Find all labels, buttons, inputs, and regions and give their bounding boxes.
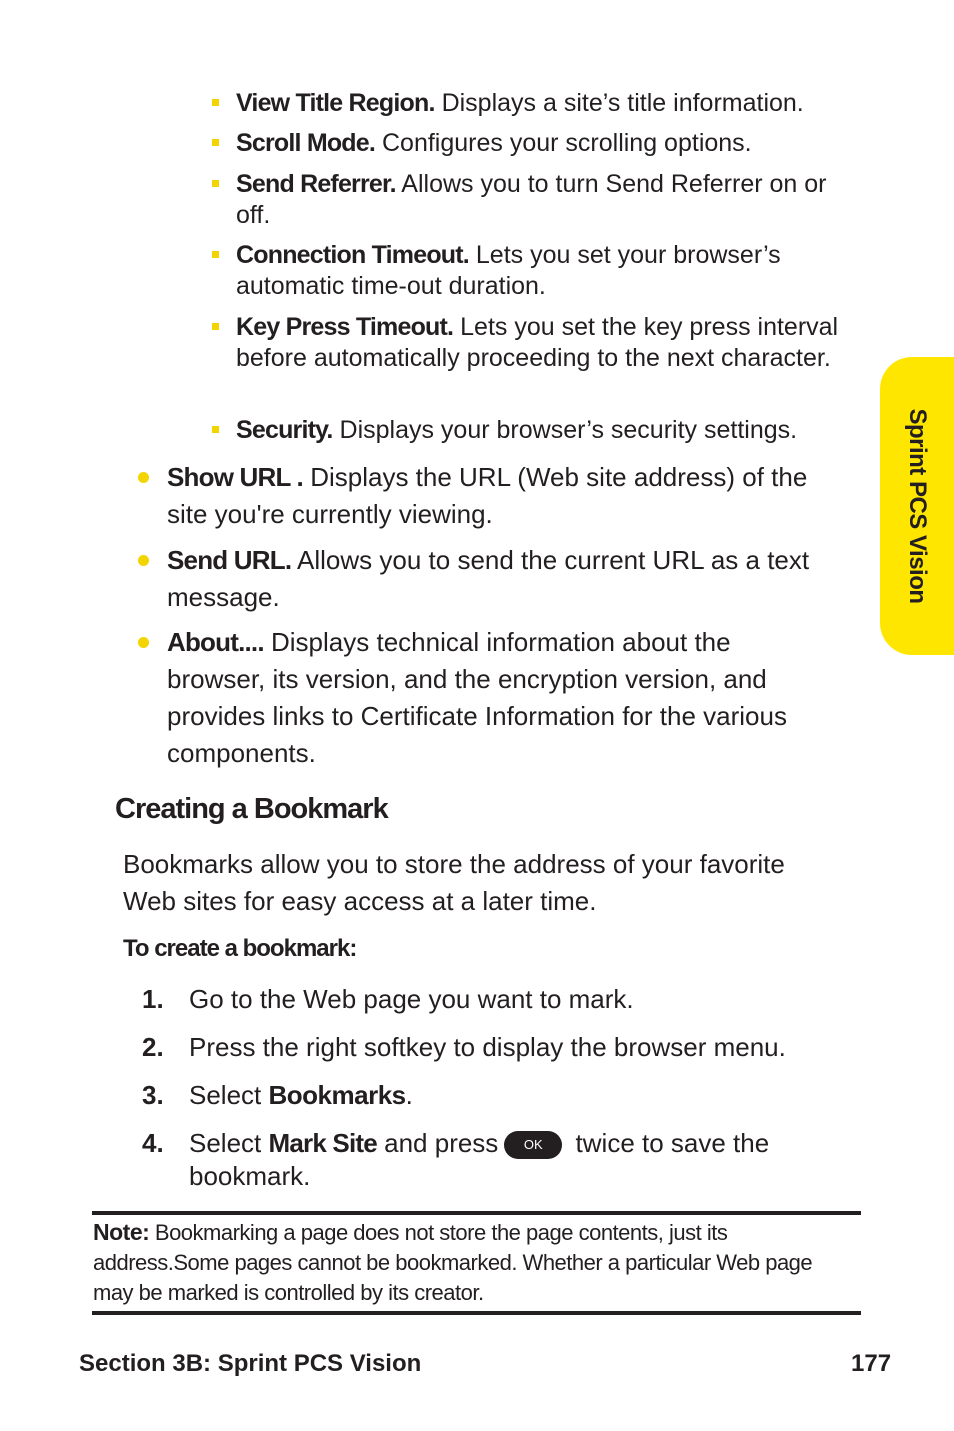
sub-bullet-item: Key Press Timeout. Lets you set the key press interval before automatically proceeding to the next character. xyxy=(212,312,862,374)
ok-key-icon: OK xyxy=(504,1131,562,1159)
step-number: 2. xyxy=(142,1032,164,1062)
page-number: 177 xyxy=(851,1350,892,1377)
procedure-heading: To create a bookmark: xyxy=(123,935,357,962)
square-bullet-icon xyxy=(212,139,219,146)
square-bullet-icon xyxy=(212,323,219,330)
note-bottom-rule xyxy=(92,1311,861,1315)
round-bullet-icon xyxy=(138,637,149,648)
step-item: 4. Select Mark Site and press OK twice to save the bookmark. xyxy=(142,1128,770,1191)
square-bullet-icon xyxy=(212,99,219,106)
section-heading: Creating a Bookmark xyxy=(115,793,388,825)
sub-bullet-item: View Title Region. Displays a site’s title information. xyxy=(212,88,862,119)
step-number: 4. xyxy=(142,1128,164,1158)
note-label: Note: xyxy=(93,1219,150,1245)
note-box xyxy=(93,1217,853,1308)
step-item: 1. Go to the Web page you want to mark. xyxy=(142,984,634,1014)
step-item: 3. Select Bookmarks. xyxy=(142,1080,413,1110)
sub-bullet-item: Connection Timeout. Lets you set your browser’s automatic time-out duration. xyxy=(212,240,862,302)
intro-paragraph: Bookmarks allow you to store the address of your favorite Web sites for easy access at a later time. xyxy=(123,849,785,916)
note-top-rule xyxy=(92,1211,861,1215)
bullet-item: Send URL. Allows you to send the current URL as a text message. xyxy=(135,542,835,616)
step-number: 1. xyxy=(142,984,164,1014)
sub-bullet-item: Security. Displays your browser’s security settings. xyxy=(212,415,862,446)
sub-bullet-item: Send Referrer. Allows you to turn Send Referrer on or off. xyxy=(212,169,862,231)
note-text: Bookmarking a page does not store the page contents, just its address.Some pages cannot be bookmarked. Whether a particular Web page may be marked is controlled by its creator. xyxy=(93,1220,813,1305)
square-bullet-icon xyxy=(212,180,219,187)
step-number: 3. xyxy=(142,1080,164,1110)
square-bullet-icon xyxy=(212,251,219,258)
side-tab-label: Sprint PCS Vision xyxy=(904,408,931,604)
bullet-item: Show URL . Displays the URL (Web site address) of the site you're currently viewing. xyxy=(135,459,835,533)
bullet-item: About.... Displays technical information about the browser, its version, and the encryption version, and provides links to Certificate Information for the various components. xyxy=(135,624,835,772)
section-side-tab xyxy=(880,357,954,655)
footer-section-title: Section 3B: Sprint PCS Vision xyxy=(79,1350,422,1377)
round-bullet-icon xyxy=(138,555,149,566)
step-item: 2. Press the right softkey to display the browser menu. xyxy=(142,1032,786,1062)
square-bullet-icon xyxy=(212,426,219,433)
round-bullet-icon xyxy=(138,472,149,483)
sub-bullet-item: Scroll Mode. Configures your scrolling options. xyxy=(212,128,862,159)
